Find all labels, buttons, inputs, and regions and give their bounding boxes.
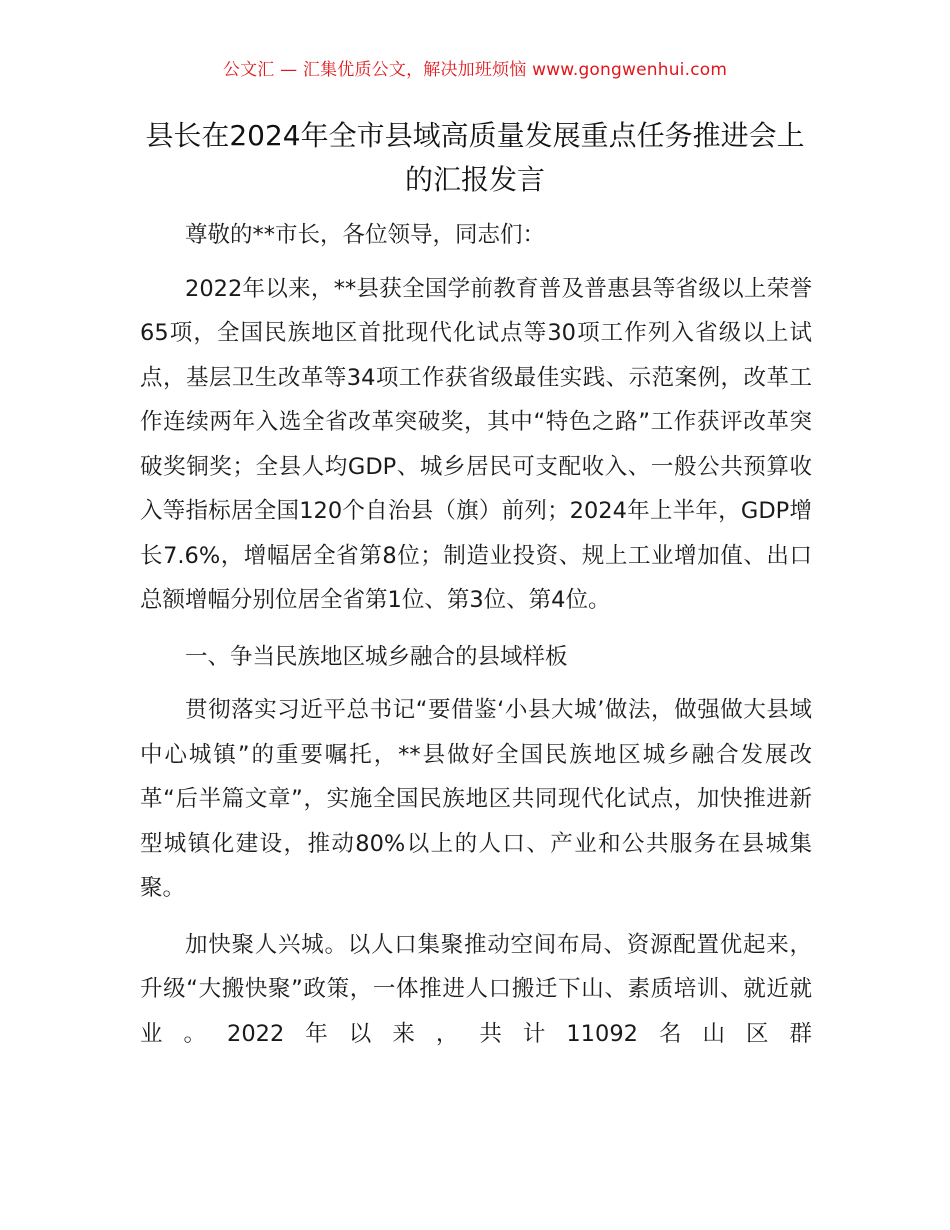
greeting-line: 尊敬的**市长，各位领导，同志们： [185,222,546,248]
document-body [140,213,812,1056]
document-title: 县长在2024年全市县域高质量发展重点任务推进会上的汇报发言 [145,119,805,196]
section-paragraph: 贯彻落实习近平总书记“要借鉴‘小县大城’做法，做强做大县域中心城镇”的重要嘱托，**县做好全国民族地区城乡融合发展改革“后半篇文章”，实施全国民族地区共同现代化试点，加快推进新型城镇化建设，推动80%以上的人口、产业和公共服务在县城集聚。 [140,697,812,901]
intro-paragraph: 2022年以来，**县获全国学前教育普及普惠县等省级以上荣誉65项，全国民族地区首批现代化试点等30项工作列入省级以上试点，基层卫生改革等34项工作获省级最佳实践、示范案例，改革工作连续两年入选全省改革突破奖，其中“特色之路”工作获评改革突破奖铜奖；全县人均GDP、城乡居民可支配收入、一般公共预算收入等指标居全国120个自治县（旗）前列；2024年上半年，GDP增长7.6%，增幅居全省第8位；制造业投资、规上工业增加值、出口总额增幅分别位居全省第1位、第3位、第4位。 [140,275,812,613]
section-paragraph-continued: 加快聚人兴城。以人口集聚推动空间布局、资源配置优起来，升级“大搬快聚”政策，一体推进人口搬迁下山、素质培训、就近就业。2022年以来，共计11092名山区群 [140,931,812,1047]
site-header-tagline: 公文汇 — 汇集优质公文，解决加班烦恼 www.gongwenhui.com [222,60,728,80]
section-heading: 一、争当民族地区城乡融合的县域样板 [185,643,568,670]
